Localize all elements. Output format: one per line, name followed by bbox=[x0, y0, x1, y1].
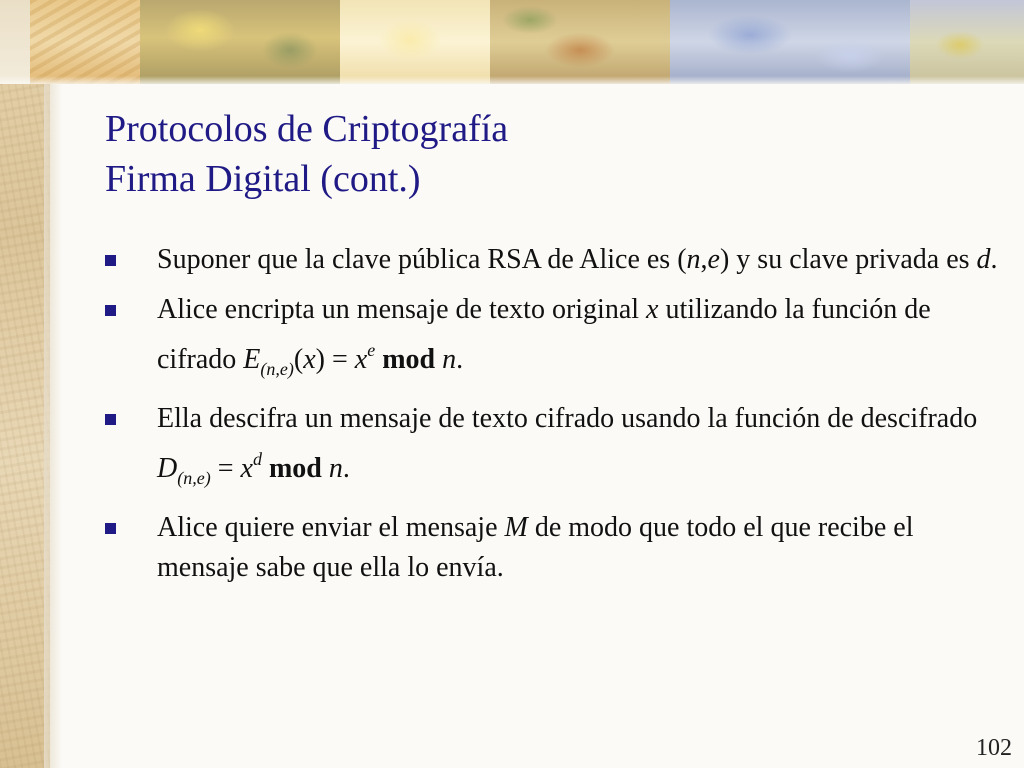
square-bullet-icon bbox=[105, 414, 116, 425]
bullet-text: . bbox=[456, 344, 464, 375]
bullet-text: Alice encripta un mensaje de texto original bbox=[157, 294, 647, 325]
square-bullet-icon bbox=[105, 305, 116, 316]
math-superscript: e bbox=[367, 340, 376, 360]
math-D: D bbox=[157, 453, 178, 484]
math-mod: mod bbox=[261, 453, 329, 484]
banner-tile-1 bbox=[30, 0, 140, 84]
bullet-text: Suponer que la clave pública RSA de Alice es ( bbox=[157, 244, 687, 275]
bullet-list bbox=[105, 240, 1010, 598]
left-strip-fade bbox=[44, 80, 62, 768]
bullet-text: ) y su clave privada es bbox=[719, 244, 977, 275]
bullet-item-decrypt bbox=[105, 399, 1010, 498]
banner-tile-5 bbox=[670, 0, 910, 84]
math-x: x bbox=[354, 344, 368, 375]
bullet-item-send-message bbox=[105, 508, 1010, 588]
slide-title-line-2: Firma Digital (cont.) bbox=[105, 158, 421, 200]
math-subscript: (n,e) bbox=[177, 468, 211, 488]
math-x: x bbox=[646, 294, 659, 325]
math-e: e bbox=[707, 244, 720, 275]
math-paren-close: ) bbox=[315, 344, 325, 375]
math-M: M bbox=[504, 512, 528, 543]
math-E: E bbox=[243, 344, 261, 375]
bullet-text: . bbox=[990, 244, 998, 275]
math-subscript: (n,e) bbox=[260, 359, 294, 379]
bullet-item-rsa-keys bbox=[105, 240, 1010, 280]
math-x: x bbox=[303, 344, 316, 375]
banner-fade-edge bbox=[0, 76, 1024, 84]
math-x: x bbox=[240, 453, 253, 484]
bullet-text: Alice quiere enviar el mensaje bbox=[157, 512, 505, 543]
banner-tile-2 bbox=[140, 0, 340, 84]
math-equals: = bbox=[324, 344, 355, 375]
math-equals: = bbox=[210, 453, 241, 484]
left-parchment-strip bbox=[0, 0, 50, 768]
math-mod: mod bbox=[375, 344, 443, 375]
math-n: n bbox=[328, 453, 343, 484]
math-n: n bbox=[442, 344, 457, 375]
slide-title bbox=[105, 104, 985, 204]
math-n: n bbox=[686, 244, 701, 275]
bullet-text: Ella descifra un mensaje de texto cifrado usando la función de descifrado bbox=[157, 403, 978, 434]
banner-tile-3 bbox=[340, 0, 490, 84]
page-number: 102 bbox=[976, 735, 1012, 761]
bullet-text: . bbox=[342, 453, 350, 484]
math-paren-open: ( bbox=[293, 344, 304, 375]
slide-title-line-1: Protocolos de Criptografía bbox=[105, 108, 509, 150]
math-comma: , bbox=[700, 244, 708, 275]
bullet-text: de modo que todo el que recibe el mensaje sabe que ella lo envía. bbox=[157, 512, 914, 583]
square-bullet-icon bbox=[105, 523, 116, 534]
decorative-top-banner bbox=[0, 0, 1024, 84]
math-d: d bbox=[976, 244, 991, 275]
banner-tile-4 bbox=[490, 0, 670, 84]
bullet-text: utilizando la función de cifrado bbox=[157, 294, 931, 375]
banner-tile-6 bbox=[910, 0, 1024, 84]
square-bullet-icon bbox=[105, 255, 116, 266]
bullet-item-encrypt bbox=[105, 290, 1010, 389]
math-superscript: d bbox=[252, 449, 262, 469]
